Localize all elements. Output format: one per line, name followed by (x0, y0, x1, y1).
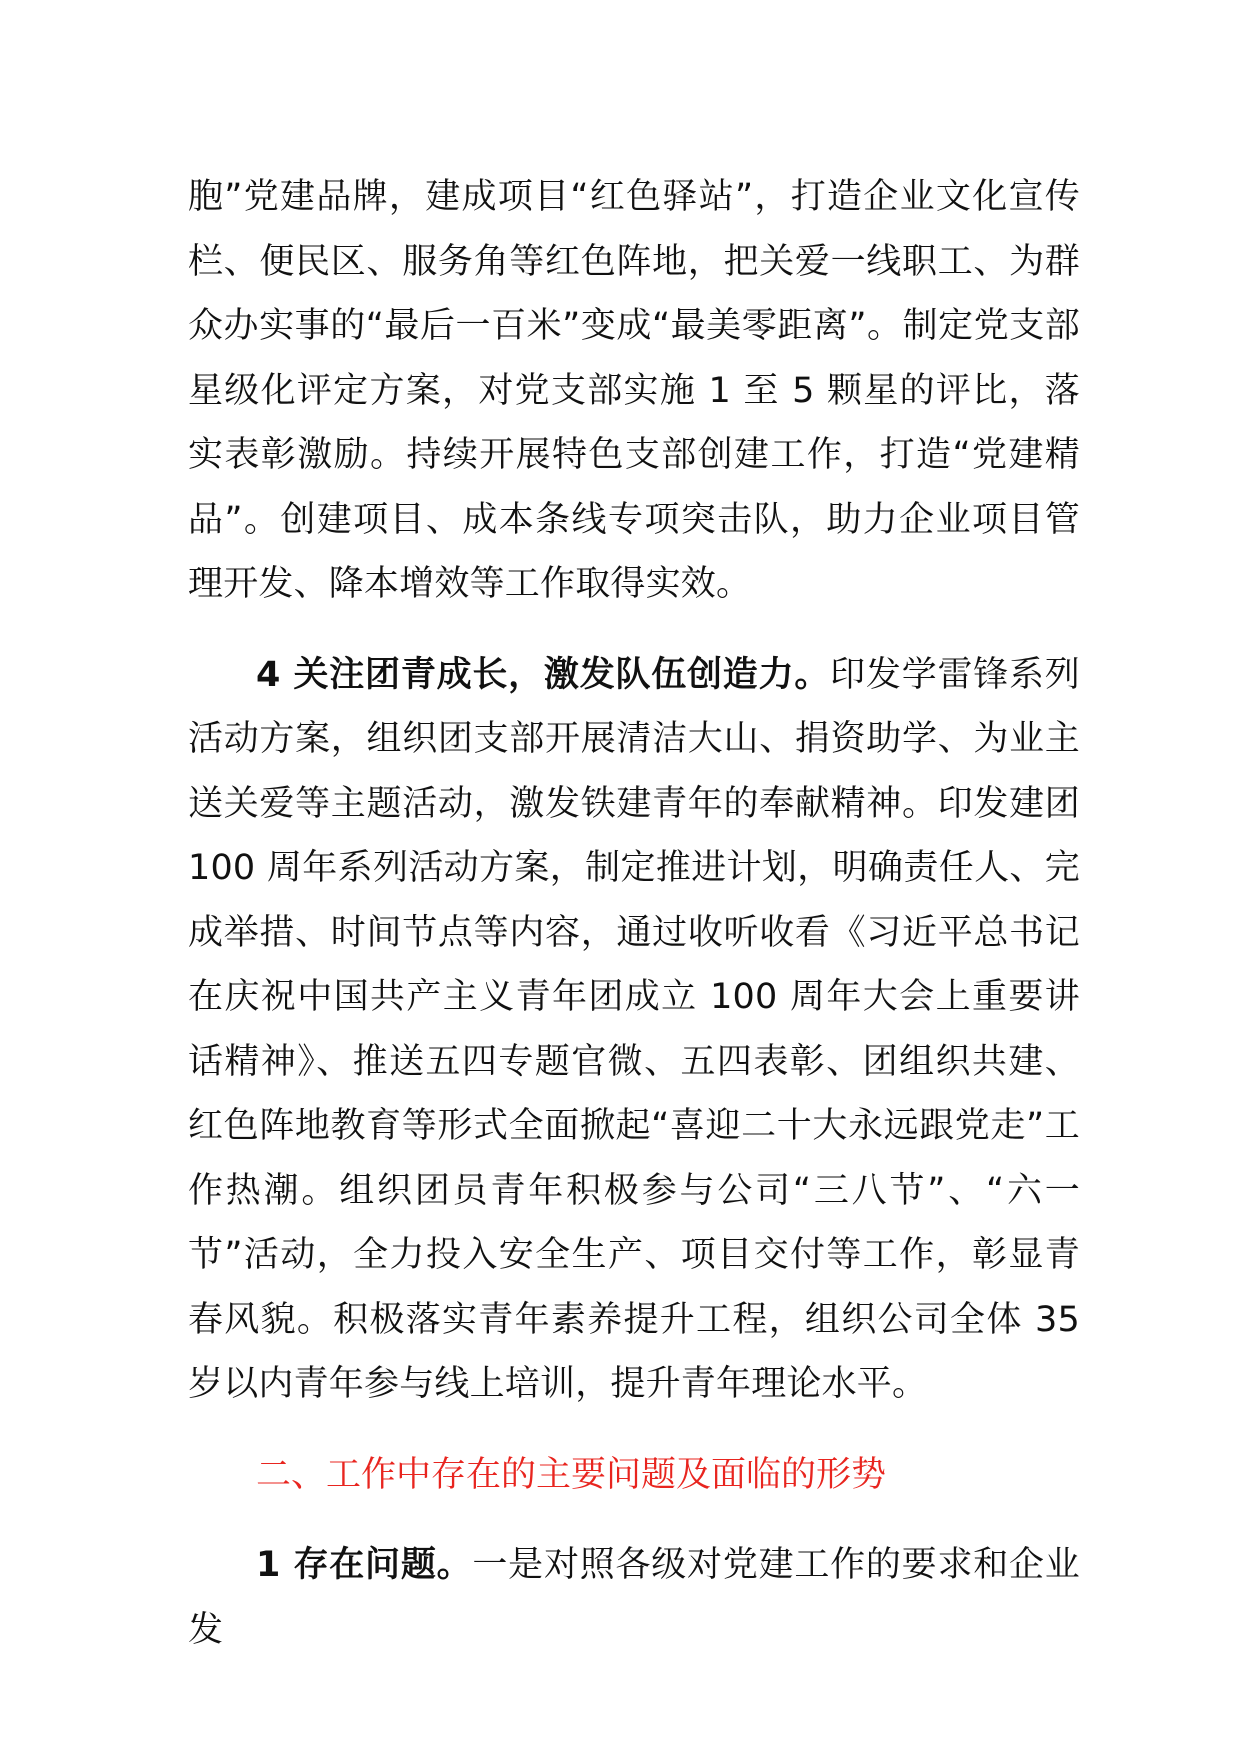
section-heading: 二、工作中存在的主要问题及面临的形势 (256, 1454, 887, 1495)
paragraph-lead-title: 4 关注团青成长，激发队伍创造力。 (256, 654, 831, 695)
paragraph-party-brand: 胞”党建品牌，建成项目“红色驿站”，打造企业文化宣传栏、便民区、服务角等红色阵地，把关爱一线职工、为群众办实事的“最后一百米”变成“最美零距离”。制定党支部星级化评定方案，对党支部实施 1 至 5 颗星的评比，落实表彰激励。持续开展特色支部创建工作，打造“党建精品”。创建项目、成本条线专项突击队，助力企业项目管理开发、降本增效等工作取得实效。 (188, 177, 1080, 604)
paragraph-body: 一是对照各级对党建工作的要求和企业发 (188, 1545, 1080, 1650)
paragraph-youth-growth (188, 643, 1080, 1417)
paragraph-lead-title: 1 存在问题。 (256, 1545, 473, 1585)
paragraph-existing-problems (188, 1533, 1080, 1662)
document-page (188, 165, 1080, 1662)
paragraph-body: 印发学雷锋系列活动方案，组织团支部开展清洁大山、捐资助学、为业主送关爱等主题活动，激发铁建青年的奉献精神。印发建团 100 周年系列活动方案，制定推进计划，明确责任人、完成举措、时间节点等内容，通过收听收看《习近平总书记在庆祝中国共产主义青年团成立 100 周年大会上重要讲话精神》、推送五四专题官微、五四表彰、团组织共建、红色阵地教育等形式全面掀起“喜迎二十大永远跟党走”工作热潮。组织团员青年积极参与公司“三八节”、“六一节”活动，全力投入安全生产、项目交付等工作，彰显青春风貌。积极落实青年素养提升工程，组织公司全体 35 岁以内青年参与线上培训，提升青年理论水平。 (188, 654, 1080, 1404)
